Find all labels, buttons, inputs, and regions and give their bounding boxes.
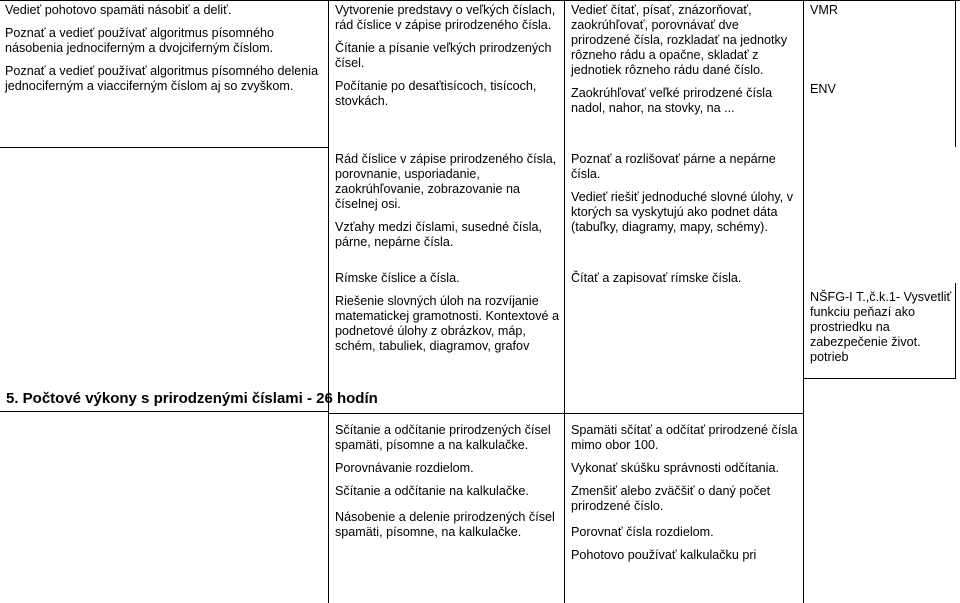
section-title: 5. Počtové výkony s prirodzenými číslami - 26 hodín [6, 390, 378, 407]
standard-text: Porovnať čísla rozdielom. [571, 525, 714, 539]
goal-text: Vedieť pohotovo spamäti násobiť a deliť. [5, 3, 232, 17]
row-top-col3 [571, 3, 799, 124]
crosscurricular-text: NŠFG-I T.,č.k.1- Vysvetliť funkciu peňazí ako prostriedku na zabezpečenie život. potrieb [810, 290, 952, 364]
content-text: Rád číslice v zápise prirodzeného čísla, porovnanie, usporiadanie, zaokrúhľovanie, zobrazovanie na číselnej osi. [335, 152, 557, 211]
row-bottom-col2 [335, 423, 560, 548]
content-text: Rímske číslice a čísla. [335, 271, 460, 285]
content-text: Čítanie a písanie veľkých prirodzených čísel. [335, 41, 552, 70]
row-low-col2 [335, 271, 560, 362]
row-top-col4 [810, 3, 952, 105]
standard-text: Spamäti sčítať a odčítať prirodzené čísla mimo obor 100. [571, 423, 798, 452]
col-divider-4a [955, 0, 956, 147]
col-divider-2 [564, 0, 565, 603]
row-top-col1 [5, 3, 325, 102]
col-divider-4b [955, 283, 956, 379]
content-text: Porovnávanie rozdielom. [335, 461, 474, 475]
crosscurricular-label: VMR [810, 3, 838, 17]
row-low-col4 [810, 290, 954, 373]
col-divider-1 [328, 0, 329, 603]
row-mid-col3 [571, 152, 799, 243]
crosscurricular-label: ENV [810, 82, 836, 96]
row-top-col2 [335, 3, 560, 117]
standard-text: Vedieť čítať, písať, znázorňovať, zaokrúhľovať, porovnávať dve prirodzené čísla, rozkladať na jednotky rôzneho rádu a opačne, skladať z jednotiek rôzneho rádu dané číslo. [571, 3, 788, 77]
standard-text: Pohotovo používať kalkulačku pri [571, 548, 757, 562]
standard-text: Vykonať skúšku správnosti odčítania. [571, 461, 779, 475]
content-text: Počítanie po desaťtisícoch, tisícoch, stovkách. [335, 79, 537, 108]
goal-text: Poznať a vedieť používať algoritmus písomného delenia jednociferným a viacciferným číslom aj so zvyškom. [5, 64, 319, 93]
row-low-col3 [571, 271, 799, 294]
row-bottom-col3 [571, 423, 799, 571]
standard-text: Zaokrúhľovať veľké prirodzené čísla nadol, nahor, na stovky, na ... [571, 86, 773, 115]
standard-text: Poznať a rozlišovať párne a nepárne čísla. [571, 152, 776, 181]
content-text: Sčítanie a odčítanie prirodzených čísel spamäti, písomne a na kalkulačke. [335, 423, 551, 452]
content-text: Vzťahy medzi číslami, susedné čísla, párne, nepárne čísla. [335, 220, 543, 249]
row-mid-col2 [335, 152, 560, 258]
content-text: Riešenie slovných úloh na rozvíjanie matematickej gramotnosti. Kontextové a podnetové úlohy z obrázkov, máp, schém, tabuliek, diagramov, grafov [335, 294, 559, 353]
goal-text: Poznať a vedieť používať algoritmus písomného násobenia jednociferným a dvojciferným číslom. [5, 26, 274, 55]
row-divider-3 [0, 411, 328, 412]
row-divider-2 [328, 413, 804, 414]
content-text: Násobenie a delenie prirodzených čísel spamäti, písomne, na kalkulačke. [335, 510, 555, 539]
table-top-border [0, 0, 960, 1]
row-divider-1 [0, 147, 328, 148]
standard-text: Čítať a zapisovať rímske čísla. [571, 271, 742, 285]
col4-cell-bottom [803, 378, 956, 379]
content-text: Sčítanie a odčítanie na kalkulačke. [335, 484, 529, 498]
standard-text: Zmenšiť alebo zväčšiť o daný počet prirodzené číslo. [571, 484, 771, 513]
content-text: Vytvorenie predstavy o veľkých číslach, rád číslice v zápise prirodzeného čísla. [335, 3, 556, 32]
col-divider-3 [803, 0, 804, 603]
standard-text: Vedieť riešiť jednoduché slovné úlohy, v ktorých sa vyskytujú ako podnet dáta (tabuľky, diagramy, mapy, schémy). [571, 190, 794, 234]
